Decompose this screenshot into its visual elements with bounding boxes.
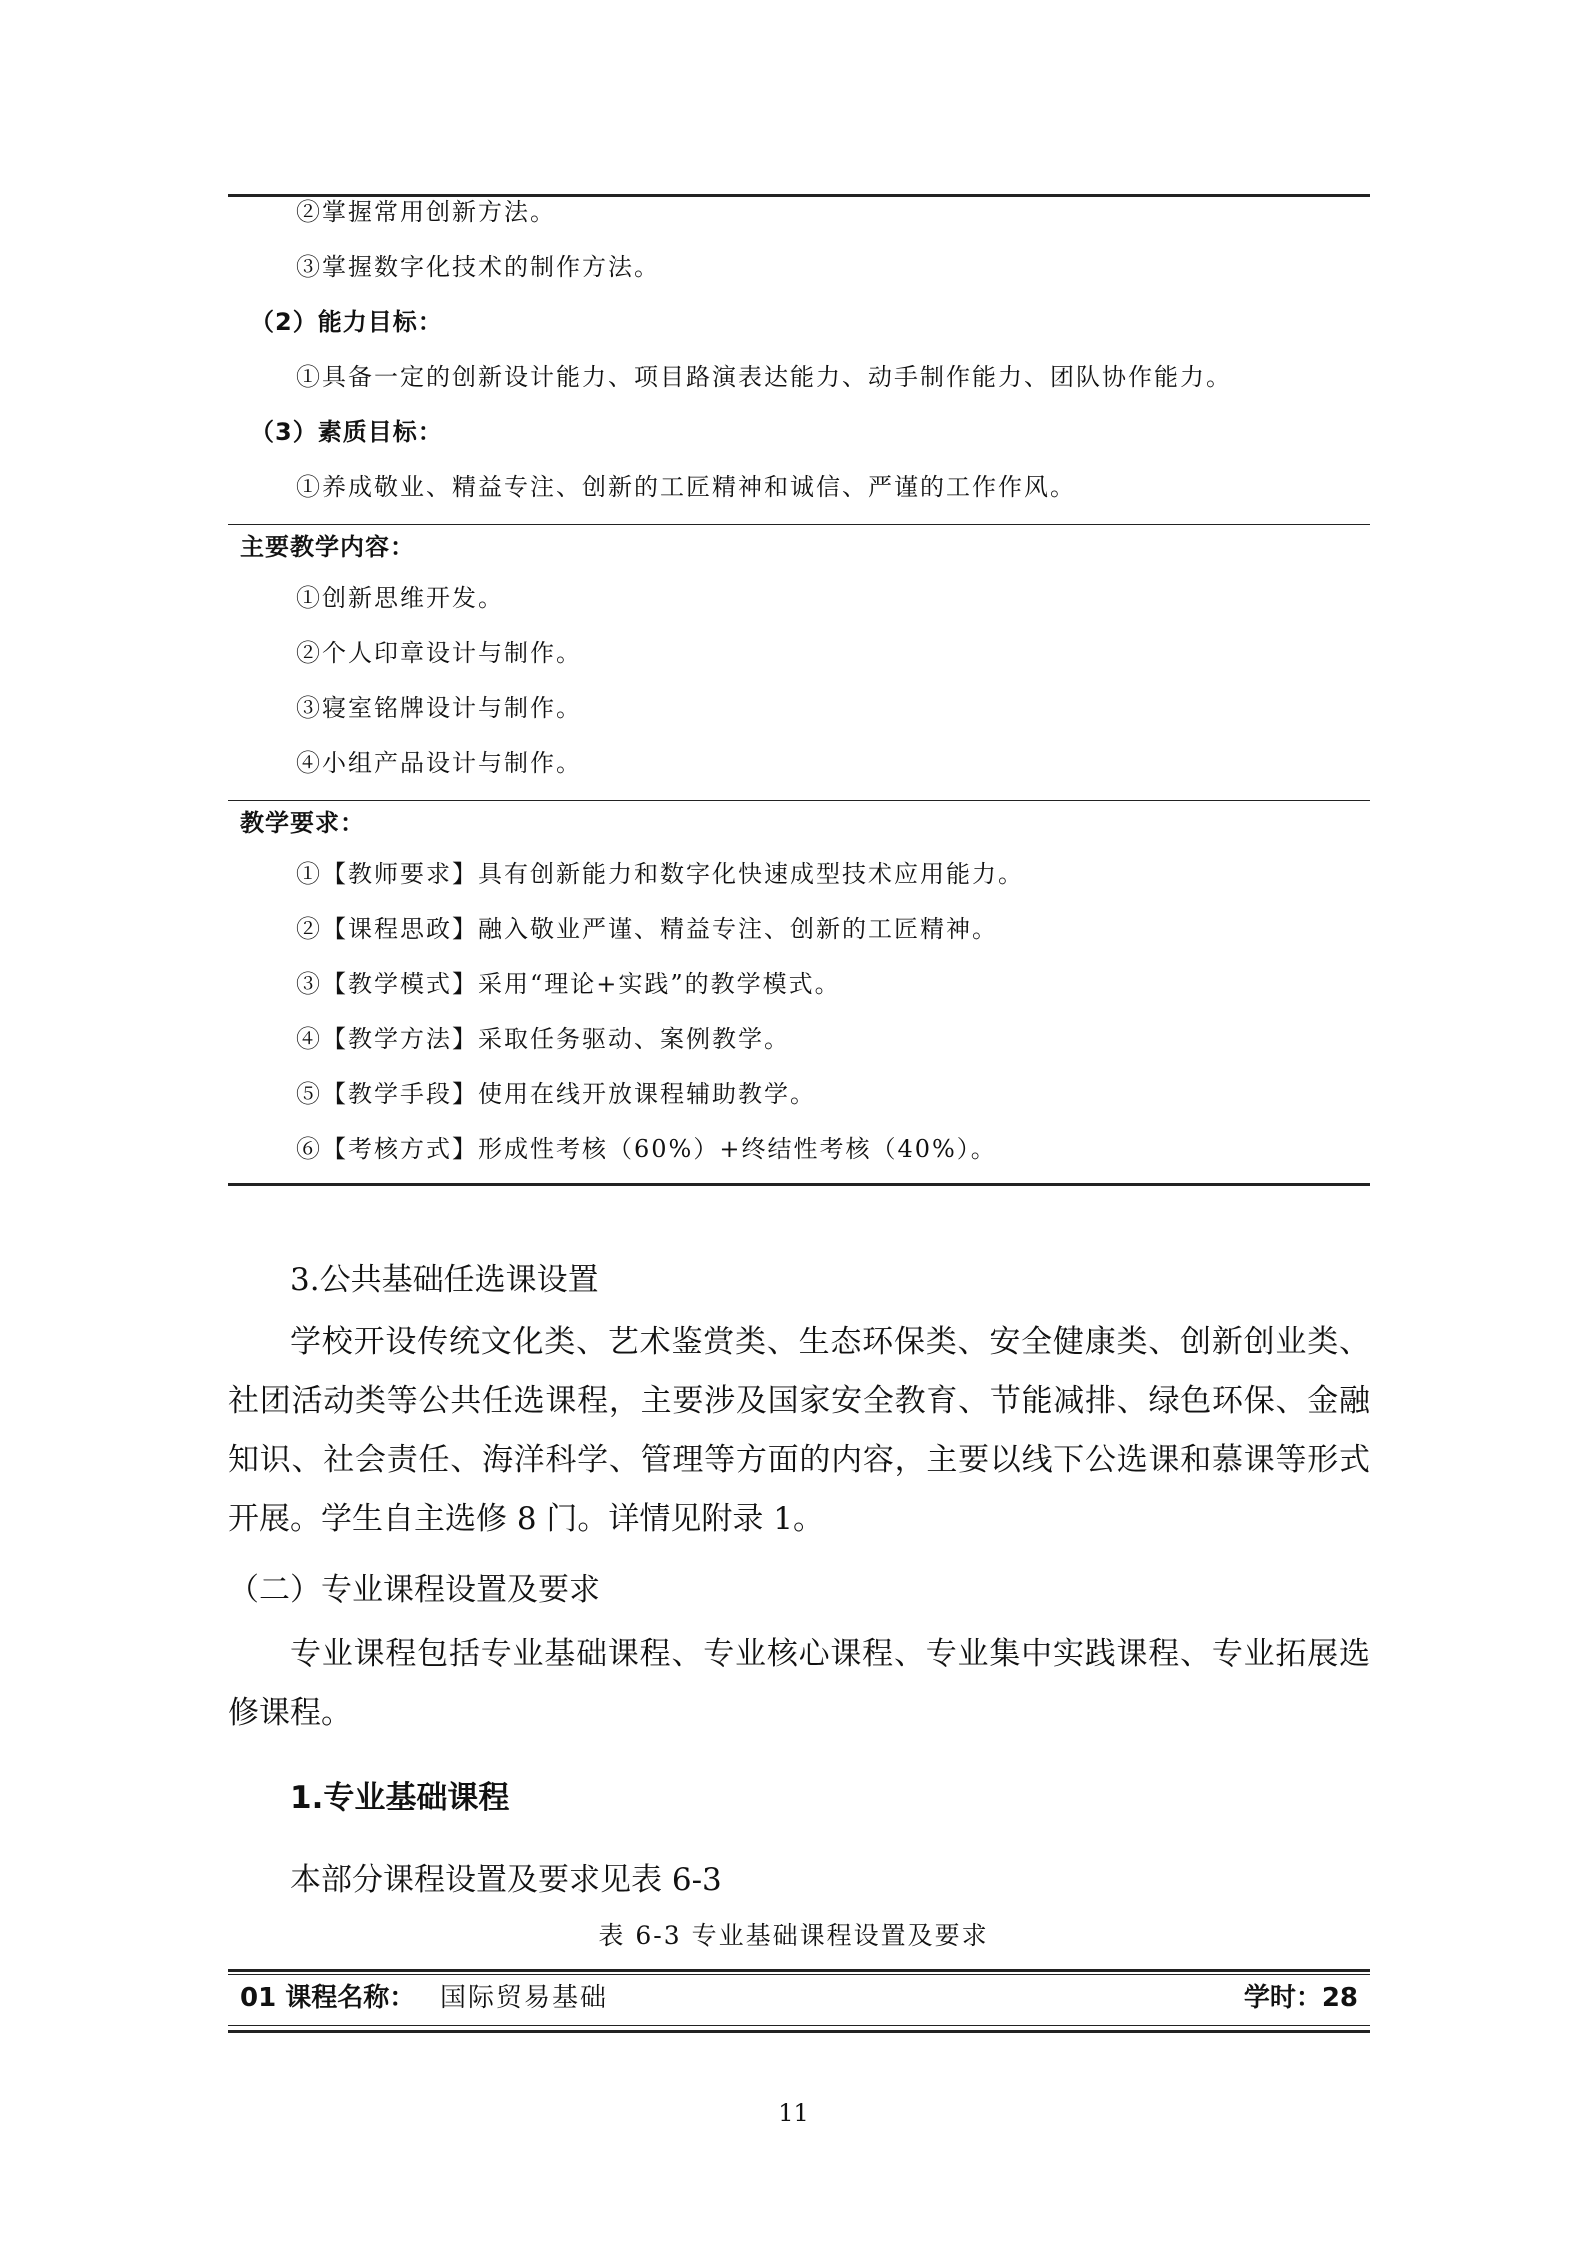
section-paragraph — [228, 1625, 1370, 1743]
requirement-item: ⑤【教学手段】使用在线开放课程辅助教学。 — [296, 1080, 816, 1108]
requirement-item: ②【课程思政】融入敬业严谨、精益专注、创新的工匠精神。 — [296, 915, 998, 943]
content-item: ④小组产品设计与制作。 — [296, 749, 582, 777]
requirements-heading: 教学要求： — [240, 809, 365, 837]
table-row-divider — [228, 2025, 1370, 2026]
section-heading: （二）专业课程设置及要求 — [228, 1572, 600, 1608]
content-heading: 主要教学内容： — [240, 533, 415, 561]
course-hours: 学时：28 — [1243, 1983, 1358, 2013]
content-item: ③寝室铭牌设计与制作。 — [296, 694, 582, 722]
paragraph-text: 专业课程包括专业基础课程、专业核心课程、专业集中实践课程、专业拓展选修课程。 — [228, 1636, 1370, 1731]
table-caption: 表 6-3 专业基础课程设置及要求 — [598, 1921, 989, 1950]
knowledge-item: ③掌握数字化技术的制作方法。 — [296, 253, 660, 281]
subsection-paragraph: 本部分课程设置及要求见表 6-3 — [290, 1862, 722, 1898]
table-row-divider — [228, 524, 1370, 525]
requirement-item: ③【教学模式】采用“理论+实践”的教学模式。 — [296, 970, 841, 998]
page-number: 11 — [778, 2099, 809, 2127]
ability-item: ①具备一定的创新设计能力、项目路演表达能力、动手制作能力、团队协作能力。 — [296, 363, 1232, 391]
quality-item: ①养成敬业、精益专注、创新的工匠精神和诚信、严谨的工作作风。 — [296, 473, 1076, 501]
requirement-item: ⑥【考核方式】形成性考核（60%）+终结性考核（40%）。 — [296, 1135, 997, 1163]
section-paragraph — [228, 1313, 1370, 1549]
table-top-border — [228, 1969, 1370, 1972]
ability-heading: （2）能力目标： — [250, 308, 443, 336]
requirement-item: ④【教学方法】采取任务驱动、案例教学。 — [296, 1025, 790, 1053]
table-row-divider — [228, 800, 1370, 801]
requirement-item: ①【教师要求】具有创新能力和数字化快速成型技术应用能力。 — [296, 860, 1024, 888]
course-name: 国际贸易基础 — [440, 1983, 609, 2013]
table-bottom-border — [228, 1183, 1370, 1186]
course-name-label: 01 课程名称： — [240, 1983, 416, 2013]
subsection-heading: 1.专业基础课程 — [290, 1780, 510, 1816]
content-item: ②个人印章设计与制作。 — [296, 639, 582, 667]
knowledge-item: ②掌握常用创新方法。 — [296, 198, 556, 226]
section-heading: 3.公共基础任选课设置 — [290, 1262, 599, 1298]
paragraph-text: 学校开设传统文化类、艺术鉴赏类、生态环保类、安全健康类、创新创业类、社团活动类等公共任选课程，主要涉及国家安全教育、节能减排、绿色环保、金融知识、社会责任、海洋科学、管理等方面的内容，主要以线下公选课和慕课等形式开展。学生自主选修 8 门。详情见附录 1。 — [228, 1324, 1370, 1537]
quality-heading: （3）素质目标： — [250, 418, 443, 446]
table-bottom-border — [228, 2030, 1370, 2033]
course-row — [228, 1975, 1370, 2021]
content-item: ①创新思维开发。 — [296, 584, 504, 612]
